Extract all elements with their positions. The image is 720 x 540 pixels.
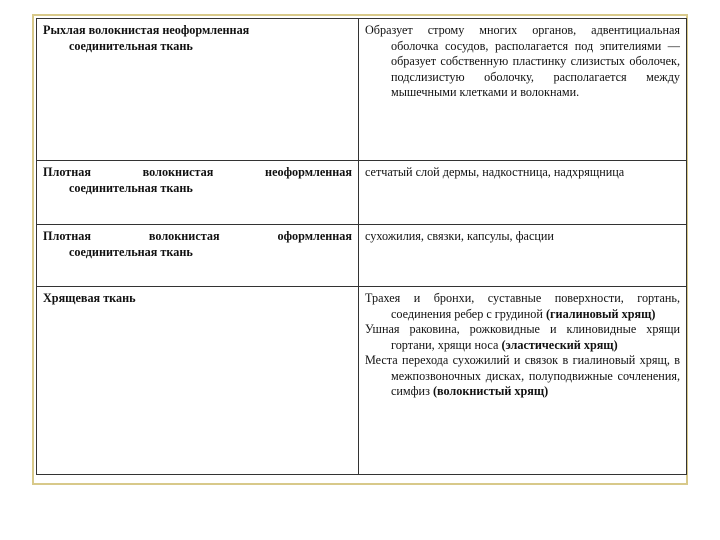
term-line: Хрящевая ткань	[43, 291, 136, 305]
frame-bottom-border	[32, 483, 688, 485]
term-line: Плотная волокнистая неоформленная	[43, 165, 352, 179]
cartilage-type-label: (эластический хрящ)	[501, 337, 618, 352]
description-text: Образует строму многих органов, адвентициальная оболочка сосудов, располагается под эпителиями — образует собственную пластинку слизистых оболочек, подслизистую оболочку, располагается между мышечными клетками и волокнами.	[365, 23, 680, 99]
frame-left-border	[32, 14, 34, 485]
description-paragraph	[365, 291, 680, 322]
description-cell	[359, 19, 687, 161]
paragraph-text: Трахея и бронхи, суставные поверхности, гортань, соединения ребер с грудиной	[365, 291, 680, 321]
cartilage-type-label: (волокнистый хрящ)	[432, 384, 549, 398]
table-row	[37, 161, 687, 225]
tissue-table	[36, 18, 687, 475]
term-line: соединительная ткань	[69, 180, 193, 195]
description-cell	[359, 287, 687, 475]
description-text: сухожилия, связки, капсулы, фасции	[365, 229, 554, 243]
term-cell	[37, 287, 359, 475]
term-cell	[37, 161, 359, 225]
frame-top-border	[32, 14, 688, 16]
term-line: Плотная волокнистая оформленная	[43, 229, 352, 243]
description-cell	[359, 225, 687, 287]
term-line: Рыхлая волокнистая неоформленная	[43, 23, 250, 37]
table-row	[37, 287, 687, 475]
term-cell	[37, 19, 359, 161]
paragraph-text: Места перехода сухожилий и связок в гиалиновый хрящ, в межпозвоночных дисках, полуподвижные сочленения, симфиз	[365, 353, 680, 398]
term-cell	[37, 225, 359, 287]
description-cell	[359, 161, 687, 225]
paragraph-text: Ушная раковина, рожковидные и клиновидные хрящи гортани, хрящи носа	[365, 322, 680, 352]
description-paragraph	[365, 322, 680, 353]
term-line: соединительная ткань	[69, 38, 193, 53]
cartilage-type-label: (гиалиновый хрящ)	[545, 306, 656, 321]
table-row	[37, 19, 687, 161]
description-text: сетчатый слой дермы, надкостница, надхрящница	[365, 165, 625, 179]
term-line: соединительная ткань	[69, 244, 193, 259]
table-row	[37, 225, 687, 287]
description-paragraph	[365, 353, 680, 400]
